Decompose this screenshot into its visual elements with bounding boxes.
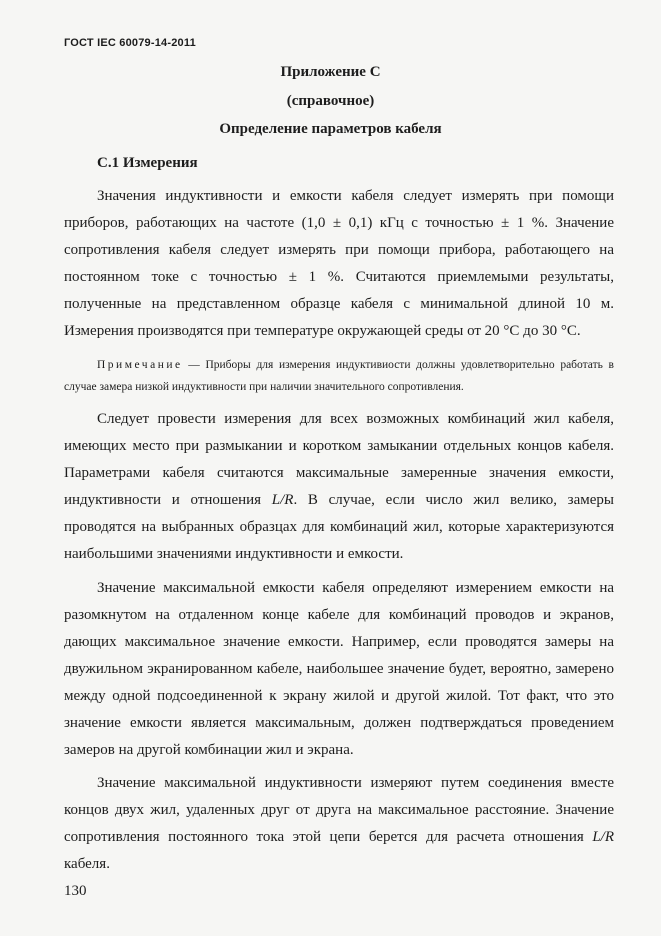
- ratio-symbol: L/R: [271, 492, 294, 508]
- paragraph-max-capacitance: Значение максимальной емкости кабеля определяют измерением емкости на разомкнутом на отдаленном конце кабеле для комбинаций проводов и экранов, дающих максимальное значение емкости. Например, если проводятся замеры на двужильном экранированном кабеле, наибольшее значение будет, вероятно, замерено между одной подсоединенной к экрану жилой и другой жилой. Тот факт, что это значение емкости является максимальным, должен подтверждаться проведением замеров на другой комбинации жил и экрана.: [64, 580, 614, 758]
- appendix-title: Приложение С: [280, 64, 381, 80]
- appendix-subtitle: (справочное): [286, 93, 375, 109]
- appendix-name: Определение параметров кабеля: [219, 121, 442, 137]
- paragraph-combinations: [64, 406, 614, 568]
- note: [64, 354, 614, 398]
- section-heading: С.1 Измерения: [97, 155, 198, 171]
- paragraph-measurement-conditions: Значения индуктивности и емкости кабеля следует измерять при помощи приборов, работающих на частоте (1,0 ± 0,1) кГц с точностью ± 1 %. Значение сопротивления кабеля следует измерять при помощи прибора, работающего на постоянном токе с точностью ± 1 %. Считаются приемлемыми результаты, полученные на представленном образце кабеля с минимальной длиной 10 м. Измерения производятся при температуре окружающей среды от 20 °С до 30 °С.: [64, 188, 614, 339]
- standard-header: ГОСТ IEC 60079-14-2011: [64, 37, 196, 49]
- paragraph-max-inductance-text-2: кабеля.: [64, 856, 110, 872]
- paragraph-combinations-text-2: . В случае, если число жил велико, замеры проводятся на выбранных образцах для комбинаций жил, которые характеризуются наибольшими значениями индуктивности и емкости.: [64, 492, 614, 562]
- paragraph-combinations-text-1: Следует провести измерения для всех возможных комбинаций жил кабеля, имеющих место при размыкании и коротком замыкании отдельных концов кабеля. Параметрами кабеля считаются максимальные замеренные значения емкости, индуктивности и отношения: [64, 411, 614, 508]
- ratio-symbol: L/R: [592, 829, 614, 845]
- paragraph-max-inductance: [64, 770, 614, 878]
- paragraph-max-inductance-text-1: Значение максимальной индуктивности измеряют путем соединения вместе концов двух жил, удаленных друг от друга на максимальное расстояние. Значение сопротивления постоянного тока этой цепи берется для расчета отношения: [64, 775, 614, 845]
- note-text: — Приборы для измерения индуктивиости должны удовлетворительно работать в случае замера низкой индуктивности при наличии значительного сопротивления.: [64, 359, 614, 393]
- note-label: Примечание: [97, 359, 183, 371]
- page-number: 130: [64, 883, 87, 899]
